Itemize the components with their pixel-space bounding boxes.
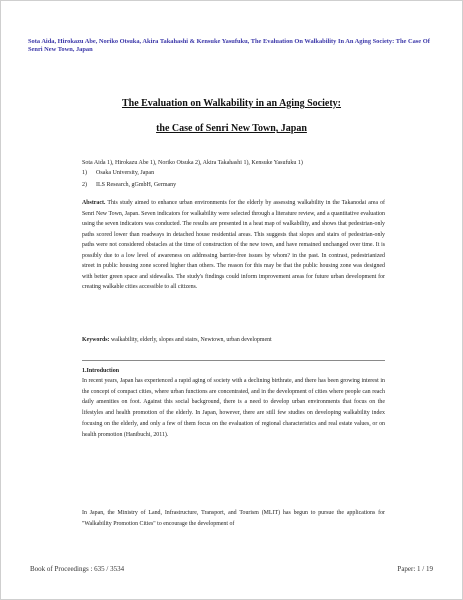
affiliation-name: Osaka University, Japan bbox=[96, 170, 155, 176]
section-heading-introduction: 1.Introduction bbox=[82, 368, 120, 374]
affiliation-2 bbox=[82, 180, 176, 190]
footer-proceedings-page: Book of Proceedings : 635 / 3534 bbox=[30, 565, 125, 573]
author-list: Sota Aida 1), Hirokazu Abe 1), Noriko Otsuka 2), Akira Takahashi 1), Kensuke Yasufuku 1) bbox=[82, 160, 303, 166]
abstract-label: Abstract. bbox=[82, 200, 106, 206]
abstract bbox=[82, 198, 385, 293]
keywords-text: walkability, elderly, slopes and stairs, Newtown, urban development bbox=[110, 337, 272, 343]
body-paragraph: In Japan, the Ministry of Land, Infrastructure, Transport, and Tourism (MLIT) has begun to pursue the applications for "Walkability Promotion Cities" to encourage the development of bbox=[82, 510, 385, 527]
keywords bbox=[82, 335, 385, 345]
footer-paper-page: Paper: 1 / 19 bbox=[397, 565, 433, 573]
keywords-label: Keywords: bbox=[82, 337, 110, 343]
body-paragraph: In recent years, Japan has experienced a rapid aging of society with a declining birthrate, and there has been growing interest in the concept of compact cities, where urban functions are concentrated, and in the development of cities where people can reach daily amenities on foot. Against this social background, there is a need to develop urban environments that focus on the lifestyles and health promotion of the elderly. In Japan, however, there are still few studies on developing walkability index focusing on the elderly, and only a few of them focus on the evaluation of regional characteristics and real estate values, or on health promotion (Hanibuchi, 2011). bbox=[82, 378, 385, 438]
paper-title-line-2: the Case of Senri New Town, Japan bbox=[156, 123, 307, 134]
section-divider bbox=[82, 360, 385, 361]
affiliation-number: 1) bbox=[82, 170, 87, 176]
affiliation-name: ILS Research, gGmbH, Germany bbox=[96, 182, 177, 188]
affiliation-1 bbox=[82, 168, 154, 178]
paper-title-line-1: The Evaluation on Walkability in an Aging Society: bbox=[121, 98, 342, 109]
abstract-text: This study aimed to enhance urban environments for the elderly by assessing walkability in the Takanodai area of Senri New Town, Japan. Seven indicators for walkability were selected through a literature review, and a quantitative evaluation using the seven indicators was conducted. The results are presented in a heat map of walkability, and shows that pedestrian-only paths scored lower than roadways in detached house residential areas. This suggests that slopes and stairs of pedestrian-only paths were not considered obstacles at the time of construction of the new town, and have remained unchanged over time. It is possibly due to a low level of awareness on addressing barrier-free issues by whom? in the past. In contrast, pedestrianized street in public housing zone scored higher than others. The reason for this may be that the public housing zone was designed with better green space and sidewalks. The study's findings could inform improvement areas for future urban development for creating walkable cities accessible to all citizens. bbox=[82, 200, 385, 290]
running-header: Sota Aida, Hirokazu Abe, Noriko Otsuka, Akira Takahashi & Kensuke Yasufuku, The Evaluation On Walkability In An Aging Society: The Case Of Senri New Town, Japan bbox=[28, 38, 430, 53]
affiliation-number: 2) bbox=[82, 182, 87, 188]
